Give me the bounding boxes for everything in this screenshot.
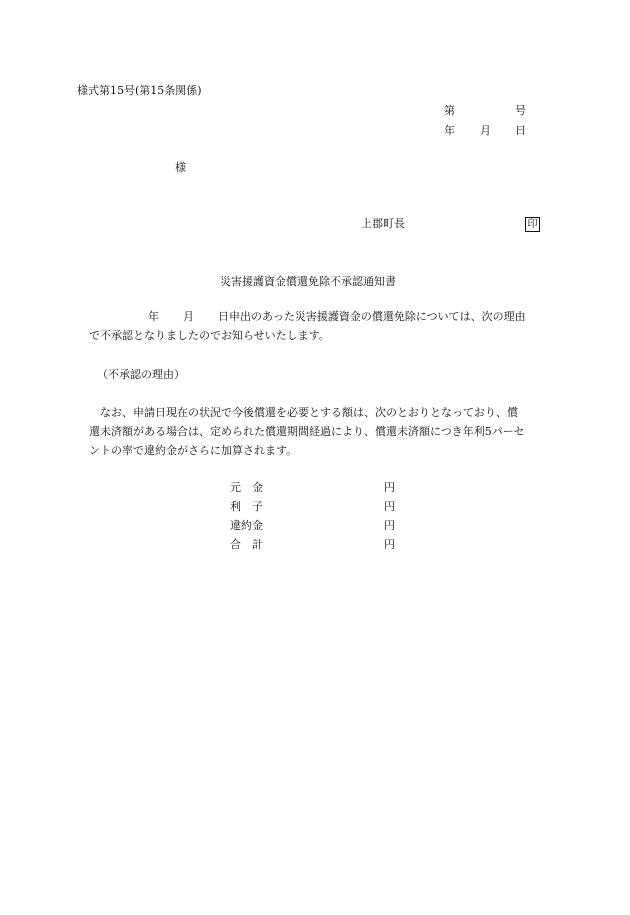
amount-label: 違約金 (230, 519, 263, 532)
issuer-title: 上郡町長 (361, 217, 405, 230)
date-year: 年 (444, 124, 455, 137)
date-day: 日 (515, 124, 526, 137)
seal-mark: 印 (525, 217, 540, 232)
body1-month: 月 (183, 310, 194, 323)
body1-year: 年 (148, 310, 159, 323)
amount-unit: 円 (384, 500, 395, 513)
amount-label: 利 子 (230, 500, 263, 513)
date-month: 月 (480, 124, 491, 137)
body1-line2: で不承認となりましたのでお知らせいたします。 (89, 329, 330, 342)
addressee-suffix: 様 (175, 161, 186, 174)
body2-line3: ントの率で違約金がさらに加算されます。 (89, 444, 298, 457)
amount-unit: 円 (384, 538, 395, 551)
body2-line2: 還未済額がある場合は、定められた償還期間経過により、償還未済額につき年利5パーセ (89, 425, 525, 438)
amount-unit: 円 (384, 481, 395, 494)
body1-line1: 日申出のあった災害援護資金の償還免除については、次の理由 (218, 310, 526, 323)
amount-label: 元 金 (230, 481, 263, 494)
document-title: 災害援護資金償還免除不承認通知書 (220, 275, 396, 288)
body2-line1: なお、申請日現在の状況で今後償還を必要とする額は、次のとおりとなっており、償 (100, 406, 518, 419)
number-suffix: 号 (515, 104, 526, 117)
amount-label: 合 計 (230, 538, 263, 551)
form-id: 様式第15号(第15条関係) (77, 84, 202, 97)
number-prefix: 第 (444, 104, 455, 117)
reason-heading: （不承認の理由） (97, 368, 185, 381)
amount-unit: 円 (384, 519, 395, 532)
